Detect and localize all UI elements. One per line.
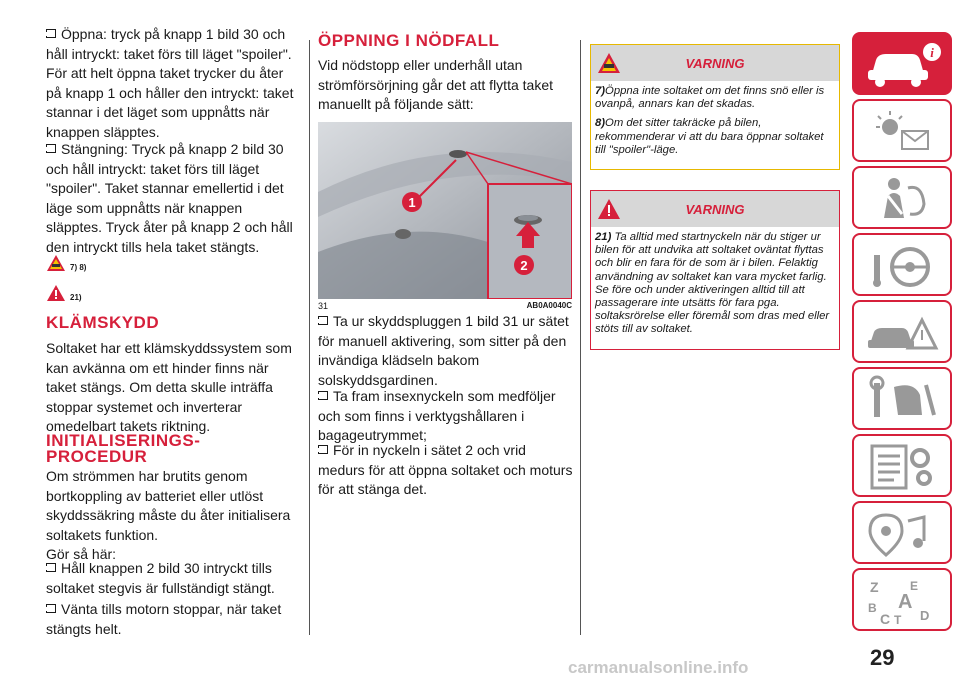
warning-title: VARNING bbox=[685, 201, 745, 217]
nodfall-step-1: Ta ur skyddspluggen 1 bild 31 ur sätet för manuell aktivering, som sitter på den invändiga klädseln bakom solskyddsgardinen. bbox=[318, 313, 569, 388]
sunroof-photo bbox=[318, 122, 572, 299]
heading-klamskydd: KLÄMSKYDD bbox=[46, 313, 160, 332]
sunroof-illustration bbox=[318, 122, 572, 299]
maintenance-icon bbox=[864, 375, 944, 425]
heading-initialisering: INITIALISERINGS- PROCEDUR bbox=[46, 431, 201, 466]
tab-dashboard-lights[interactable] bbox=[852, 99, 952, 162]
init-step-1: Håll knappen 2 bild 30 intryckt tills soltaket stegvis är fullständigt stängt. bbox=[46, 560, 275, 596]
svg-text:D: D bbox=[920, 608, 930, 623]
column-divider bbox=[309, 40, 310, 635]
nodfall-step-3: För in nyckeln i sätet 2 och vrid medurs för att öppna soltaket och moturs för att stänga det. bbox=[318, 442, 573, 497]
step-bullet-icon bbox=[46, 144, 56, 153]
tab-emergency[interactable] bbox=[852, 300, 952, 363]
warning-title: VARNING bbox=[685, 55, 745, 71]
initialisering-text: Om strömmen har brutits genom bortkoppling av batteriet eller utlöst skyddssäkring måste du åter initialisera soltakets funktion. Gör så här: bbox=[46, 468, 291, 562]
tab-car-info[interactable] bbox=[852, 32, 952, 95]
svg-text:A: A bbox=[898, 591, 913, 613]
warning-item-7: 7)Öppna inte soltaket om det finns snö eller is ovanpå, annars kan det skadas. bbox=[595, 85, 825, 111]
warning-box-1 bbox=[590, 44, 840, 170]
warning-body bbox=[591, 81, 839, 169]
warning-triangle-icon bbox=[597, 52, 621, 74]
safety-icon bbox=[864, 174, 944, 224]
figure-marker-1: 1 bbox=[408, 195, 416, 210]
danger-reference: 21) bbox=[46, 284, 82, 302]
step-bullet-icon bbox=[46, 29, 56, 38]
tab-technical-data[interactable] bbox=[852, 434, 952, 497]
svg-text:i: i bbox=[930, 45, 934, 60]
open-instruction: Öppna: tryck på knapp 1 bild 30 och håll intryckt: taket förs till läget "spoiler". För att helt öppna taket trycker du åter på knapp 1 och håller den intryckt: taket stannar i det läget som uppnåtts när knappen släpptes. bbox=[46, 26, 294, 140]
klamskydd-text: Soltaket har ett klämskyddssystem som kan avkänna om ett hinder finns när taket stängs. Om detta skulle inträffa stoppar systemet och inverterar omedelbart takets riktning. bbox=[46, 340, 292, 434]
page-number: 29 bbox=[870, 645, 895, 670]
warning-header bbox=[591, 191, 839, 227]
column-divider bbox=[580, 40, 581, 635]
emergency-icon bbox=[864, 308, 944, 358]
nodfall-intro: Vid nödstopp eller underhåll utan strömförsörjning går det att flytta taket manuellt på följande sätt: bbox=[318, 57, 553, 112]
warning-header bbox=[591, 45, 839, 81]
step-bullet-icon bbox=[318, 391, 328, 400]
heading-nodfall: ÖPPNING I NÖDFALL bbox=[318, 31, 500, 50]
figure-caption bbox=[318, 301, 572, 311]
warning-reference: 7) 8) bbox=[46, 254, 86, 272]
driving-icon bbox=[864, 241, 944, 291]
watermark: carmanualsonline.info bbox=[568, 658, 749, 677]
step-bullet-icon bbox=[318, 316, 328, 325]
warning-box-2 bbox=[590, 190, 840, 350]
step-bullet-icon bbox=[318, 445, 328, 454]
svg-text:E: E bbox=[910, 579, 919, 593]
figure-31 bbox=[318, 122, 572, 311]
step-bullet-icon bbox=[46, 563, 56, 572]
svg-text:T: T bbox=[894, 613, 902, 626]
figure-number: 31 bbox=[318, 301, 329, 311]
tab-index[interactable] bbox=[852, 568, 952, 631]
multimedia-icon bbox=[864, 509, 944, 559]
step-bullet-icon bbox=[46, 604, 56, 613]
warning-body bbox=[591, 227, 839, 349]
technical-data-icon bbox=[864, 442, 944, 492]
dashboard-lights-icon bbox=[864, 107, 944, 157]
nodfall-step-2: Ta fram insexnyckeln som medföljer och som finns i verktygshållaren i bagageutrymmet; bbox=[318, 388, 556, 443]
close-instruction: Stängning: Tryck på knapp 2 bild 30 och håll intryckt: taket förs till läget "spoiler". Taket stannar emellertid i det läge som uppnåtts när knappen släpptes. Tryck åter på knapp 2 och håll den intryckt tills hela taket stängts. bbox=[46, 141, 293, 255]
warning-item-8: 8)Om det sitter takräcke på bilen, rekommenderar vi att du bara öppnar soltaket till "spoiler"-läge. bbox=[595, 117, 824, 156]
tab-multimedia[interactable] bbox=[852, 501, 952, 564]
car-info-icon bbox=[864, 40, 944, 90]
svg-text:B: B bbox=[868, 601, 877, 615]
init-step-2: Vänta tills motorn stoppar, när taket stängts helt. bbox=[46, 601, 282, 637]
danger-triangle-icon bbox=[46, 284, 66, 302]
index-icon bbox=[864, 576, 944, 626]
tab-maintenance[interactable] bbox=[852, 367, 952, 430]
tab-driving[interactable] bbox=[852, 233, 952, 296]
figure-marker-2: 2 bbox=[520, 258, 528, 273]
svg-text:Z: Z bbox=[870, 579, 879, 595]
tab-safety[interactable] bbox=[852, 166, 952, 229]
figure-code: AB0A0040C bbox=[526, 301, 572, 310]
warning-item-21: 21) Ta alltid med startnyckeln när du stiger ur bilen för att undvika att soltaket oväntat flyttas och blir en fara för de som är i bilen. Felaktig användning av soltaket kan vara mycket farlig. Se före och under aktiveringen alltid till att passagerare inte utsätts för fara pga. soltaksrörelse eller föremål som dras med eller stöts till av soltaket. bbox=[595, 231, 830, 336]
danger-triangle-icon bbox=[597, 198, 621, 220]
warning-triangle-icon bbox=[46, 254, 66, 272]
svg-text:C: C bbox=[880, 611, 891, 626]
